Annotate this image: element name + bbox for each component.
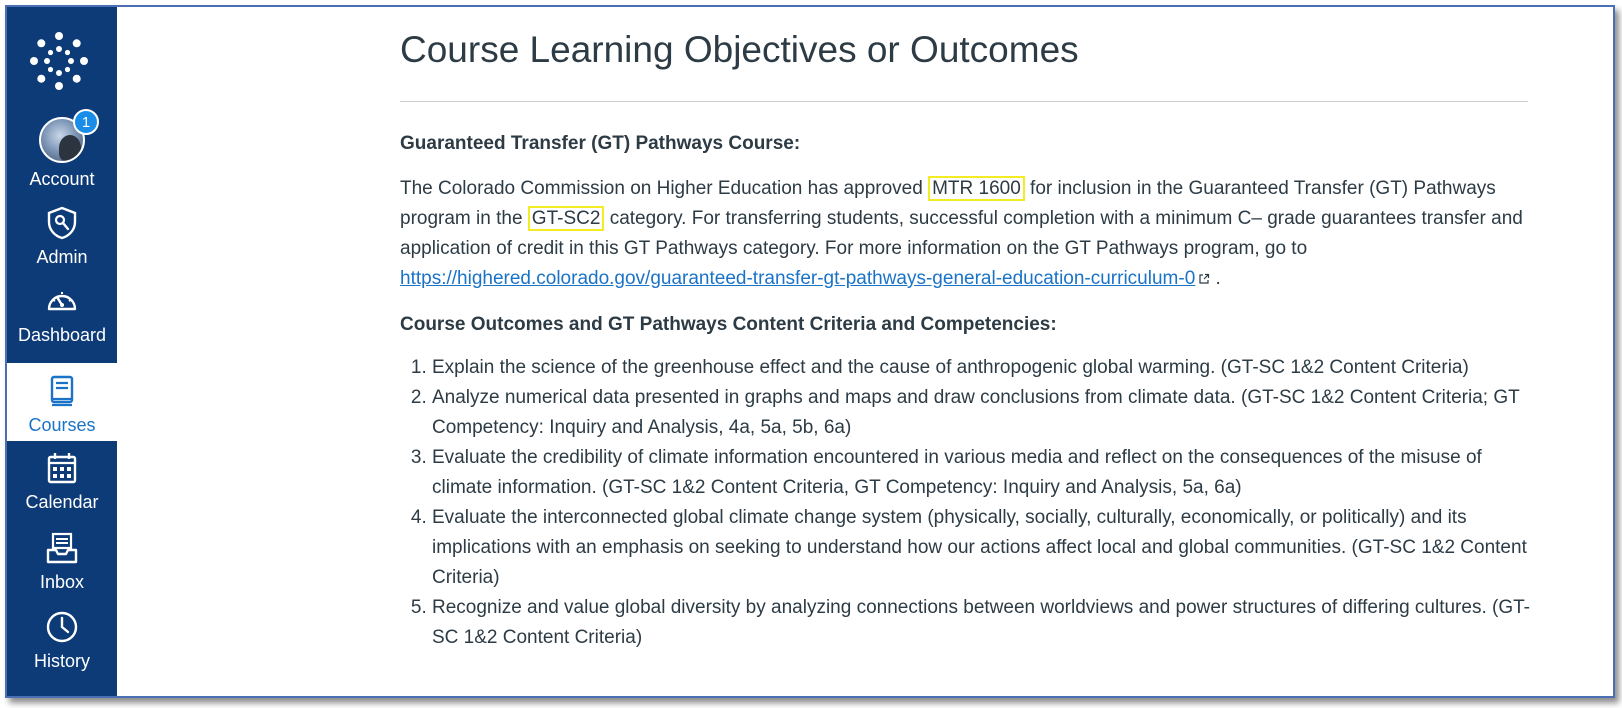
gt-pathways-heading: Guaranteed Transfer (GT) Pathways Course: [400, 133, 801, 154]
nav-item-history[interactable] [7, 599, 117, 677]
nav-item-inbox[interactable] [7, 520, 117, 598]
nav-item-label: Account [29, 169, 95, 189]
nav-item-label: History [33, 651, 90, 671]
calendar-icon [44, 450, 80, 486]
outcomes-heading: Course Outcomes and GT Pathways Content Criteria and Competencies: [400, 314, 1057, 335]
title-divider [400, 101, 1528, 102]
speedometer-icon [44, 283, 80, 319]
category-highlight: GT-SC2 [528, 206, 605, 231]
gt-pathways-link[interactable]: https://highered.colorado.gov/guaranteed-transfer-gt-pathways-general-education-curriculum-0 [400, 268, 1196, 289]
canvas-logo-icon[interactable] [29, 31, 89, 91]
page-title: Course Learning Objectives or Outcomes [400, 29, 1079, 70]
nav-item-courses[interactable] [7, 363, 117, 441]
browser-frame [5, 5, 1615, 698]
global-navigation [7, 7, 117, 696]
list-item: 5. Recognize and value global diversity by analyzing connections between worldviews and power structures of differing cultures. (GT-SC 1&2 Content Criteria) [432, 593, 1530, 653]
gt-text-part: category. For transferring students, successful completion with a minimum C– grade guarantees transfer and application of credit in this GT Pathways category. For more information on the GT Pathways program, go to [400, 208, 1523, 259]
external-link-icon [1198, 273, 1210, 285]
nav-item-label: Inbox [39, 572, 85, 592]
nav-item-label: Admin [36, 247, 88, 267]
gt-text-part: The Colorado Commission on Higher Education has approved [400, 178, 929, 199]
nav-item-dashboard[interactable] [7, 273, 117, 351]
nav-item-label: Calendar [25, 492, 99, 512]
notification-badge: 1 [73, 109, 99, 135]
gt-pathways-paragraph [400, 174, 1530, 294]
gt-text-part: for inclusion in the Guaranteed Transfer (GT) Pathways program in the [400, 178, 1496, 229]
account-avatar-wrap [39, 113, 91, 163]
inbox-icon [44, 530, 80, 566]
list-item: 4. Evaluate the interconnected global climate change system (physically, socially, culturally, economically, or politically) and its implications with an emphasis on seeking to understand how our actions affect local and global communities. (GT-SC 1&2 Content Criteria) [432, 503, 1530, 593]
shield-icon [44, 205, 80, 241]
nav-item-admin[interactable] [7, 195, 117, 273]
course-code-highlight: MTR 1600 [928, 176, 1025, 201]
nav-item-label: Courses [28, 415, 96, 435]
list-item: 2. Analyze numerical data presented in graphs and maps and draw conclusions from climate data. (GT-SC 1&2 Content Criteria; GT Competency: Inquiry and Analysis, 4a, 5a, 5b, 6a) [432, 383, 1530, 443]
nav-item-account[interactable] [7, 113, 117, 195]
gt-text-part: . [1210, 268, 1221, 289]
clock-icon [44, 609, 80, 645]
book-icon [44, 373, 80, 409]
nav-item-label: Dashboard [17, 325, 107, 345]
outcomes-list [400, 353, 1530, 653]
list-item: 3. Evaluate the credibility of climate information encountered in various media and reflect on the consequences of the misuse of climate information. (GT-SC 1&2 Content Criteria, GT Competency: Inquiry and Analysis, 5a, 6a) [432, 443, 1530, 503]
list-item: 1. Explain the science of the greenhouse effect and the cause of anthropogenic global warming. (GT-SC 1&2 Content Criteria) [432, 353, 1530, 383]
nav-item-calendar[interactable] [7, 440, 117, 518]
